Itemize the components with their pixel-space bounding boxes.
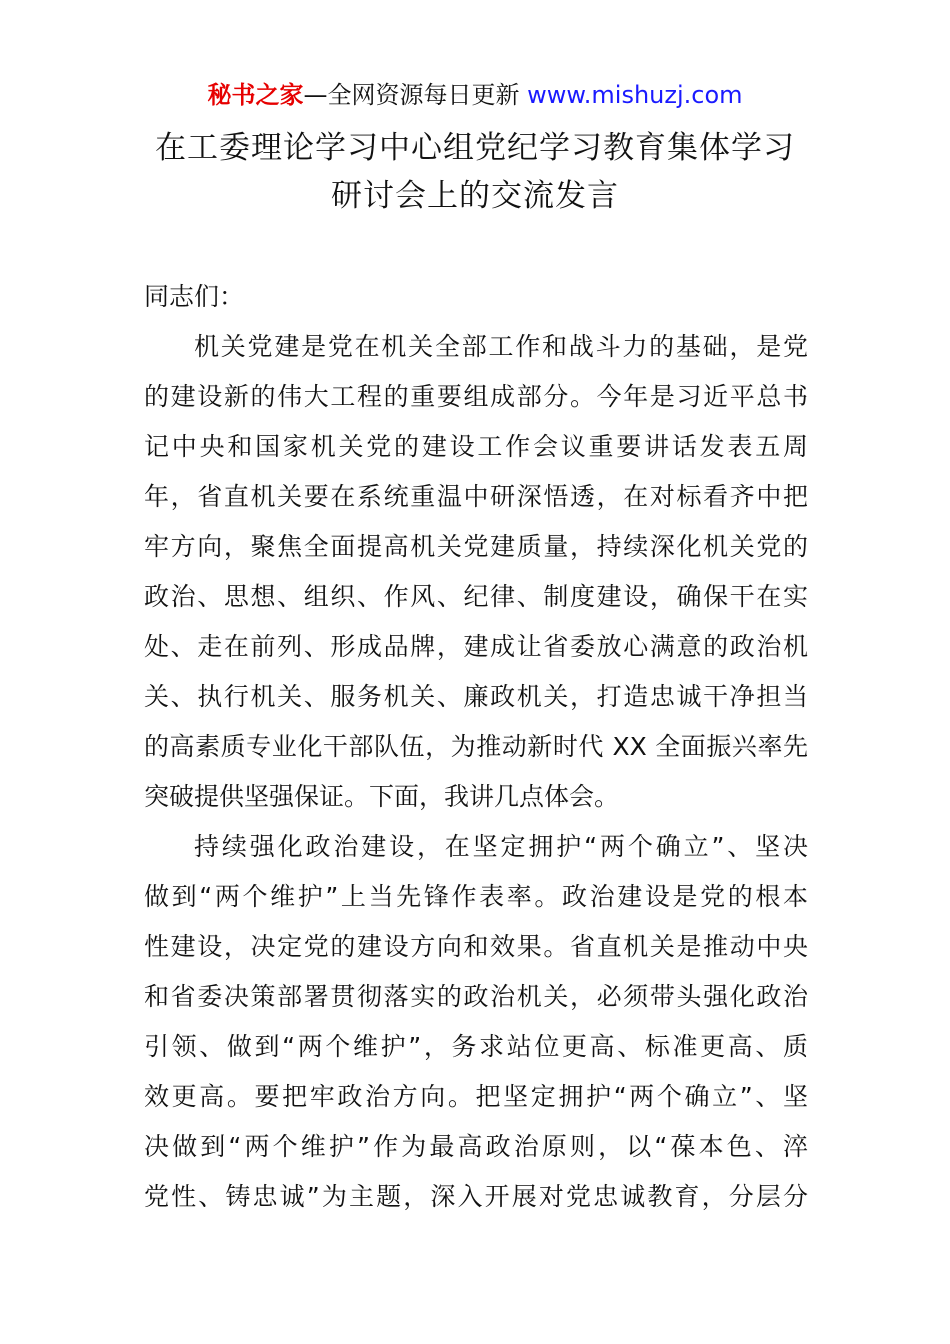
paragraph-line: 突破提供坚强保证。下面，我讲几点体会。: [144, 782, 620, 811]
paragraph-line: 做到“两个维护”上当先锋作表率。政治建设是党的根本: [144, 882, 808, 911]
paragraph-line: 政治、思想、组织、作风、纪律、制度建设，确保干在实: [144, 582, 808, 611]
document-body: [144, 272, 808, 1222]
paragraph-line: 关、执行机关、服务机关、廉政机关，打造忠诚干净担当: [144, 682, 808, 711]
salutation: 同志们：: [144, 282, 245, 311]
title-line-2: 研讨会上的交流发言: [331, 178, 619, 214]
paragraph-line: 和省委决策部署贯彻落实的政治机关，必须带头强化政治: [144, 982, 808, 1011]
paragraph-line: 机关党建是党在机关全部工作和战斗力的基础，是党: [194, 332, 808, 361]
paragraph-line: 记中央和国家机关党的建设工作会议重要讲话发表五周: [144, 432, 808, 461]
site-banner: [0, 78, 950, 112]
brand-name: 秘书之家: [207, 81, 304, 109]
paragraph-line: 的建设新的伟大工程的重要组成部分。今年是习近平总书: [144, 382, 808, 411]
banner-tagline: —全网资源每日更新: [303, 81, 520, 109]
paragraph-line: 处、走在前列、形成品牌，建成让省委放心满意的政治机: [144, 632, 808, 661]
site-url-link[interactable]: www.mishuzj.com: [527, 81, 743, 109]
document-title: [0, 124, 950, 220]
paragraph-2: [144, 822, 808, 1222]
paragraph-line: 持续强化政治建设，在坚定拥护“两个确立”、坚决: [194, 832, 808, 861]
paragraph-line: 决做到“两个维护”作为最高政治原则，以“葆本色、淬: [144, 1132, 808, 1161]
title-line-1: 在工委理论学习中心组党纪学习教育集体学习: [155, 130, 795, 166]
paragraph-line: 性建设，决定党的建设方向和效果。省直机关是推动中央: [144, 932, 808, 961]
paragraph-line: 党性、铸忠诚”为主题，深入开展对党忠诚教育，分层分: [144, 1182, 808, 1211]
paragraph-line: 效更高。要把牢政治方向。把坚定拥护“两个确立”、坚: [144, 1082, 808, 1111]
paragraph-1: [144, 322, 808, 822]
paragraph-line: 牢方向，聚焦全面提高机关党建质量，持续深化机关党的: [144, 532, 808, 561]
paragraph-line: 的高素质专业化干部队伍，为推动新时代 XX 全面振兴率先: [144, 732, 808, 761]
paragraph-line: 年，省直机关要在系统重温中研深悟透，在对标看齐中把: [144, 482, 808, 511]
paragraph-line: 引领、做到“两个维护”，务求站位更高、标准更高、质: [144, 1032, 808, 1061]
